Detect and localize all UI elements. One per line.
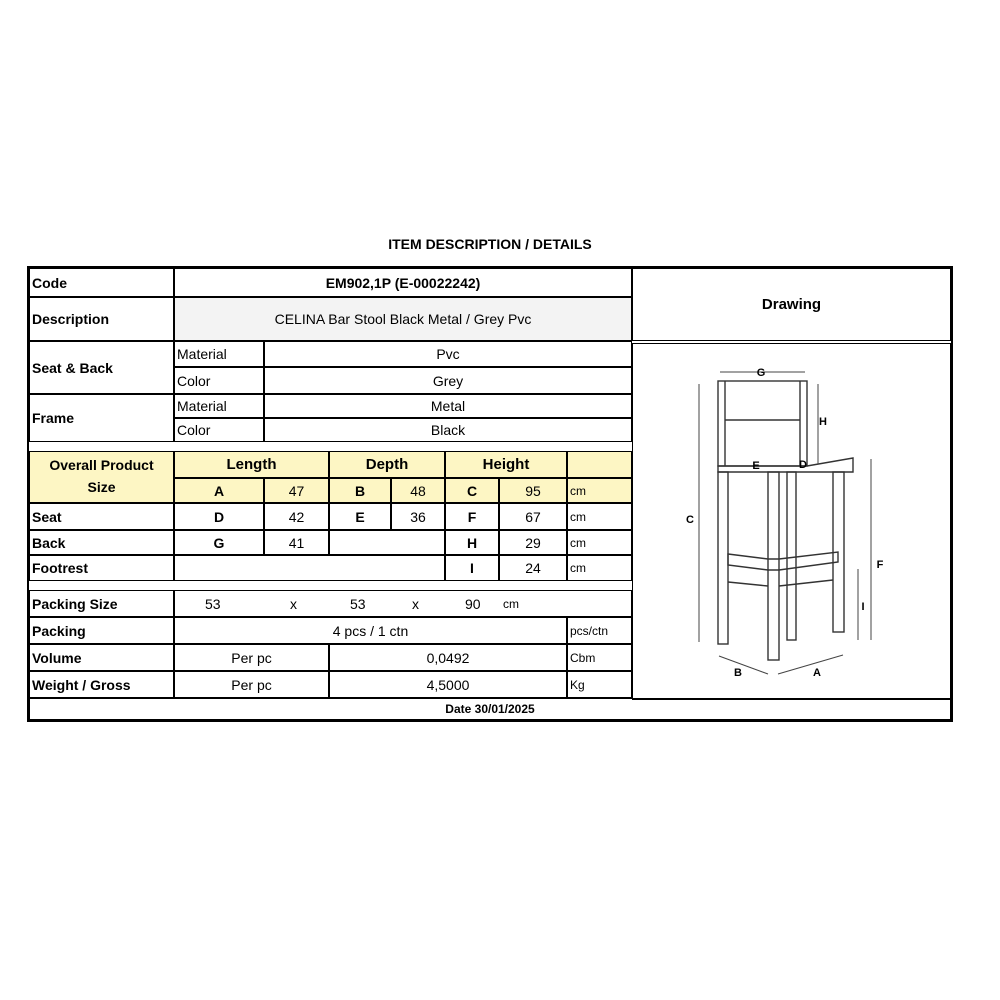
diagram-label-f: F — [876, 559, 884, 571]
diagram-label-b: B — [734, 667, 742, 679]
seat-unit: cm — [567, 503, 632, 530]
dim-f-letter: F — [445, 503, 499, 530]
back-unit: cm — [567, 530, 632, 555]
overall-size-label-line1: Overall Product — [49, 457, 154, 474]
code-value: EM902,1P (E-00022242) — [174, 268, 632, 297]
height-header: Height — [445, 451, 567, 478]
dim-d-letter: D — [174, 503, 264, 530]
packing-unit: pcs/ctn — [567, 617, 632, 644]
dim-g-value: 41 — [264, 530, 329, 555]
date-footer: Date 30/01/2025 — [29, 698, 951, 720]
diagram-label-a: A — [813, 667, 821, 679]
seat-outline — [718, 458, 853, 472]
packing-size-label: Packing Size — [29, 590, 174, 617]
dim-e-value: 36 — [391, 503, 445, 530]
item-details-sheet — [27, 266, 953, 722]
overall-size-label-line2: Size — [87, 479, 116, 495]
packing-size-row — [174, 590, 632, 617]
stool-drawing — [632, 343, 951, 700]
overall-unit: cm — [567, 478, 632, 503]
footrest-dim-label: Footrest — [29, 555, 174, 581]
frame-color-label: Color — [174, 418, 264, 442]
diagram-label-h: H — [819, 416, 827, 428]
frame-material-value: Metal — [264, 394, 632, 418]
seat-back-color-value: Grey — [264, 367, 632, 394]
weight-unit: Kg — [567, 671, 632, 698]
seat-back-material-label: Material — [174, 341, 264, 367]
weight-per: Per pc — [174, 671, 329, 698]
leg-back-left — [787, 472, 796, 640]
dim-a-value: 47 — [264, 478, 329, 503]
volume-per: Per pc — [174, 644, 329, 671]
weight-label: Weight / Gross — [29, 671, 174, 698]
drawing-label: Drawing — [632, 268, 951, 341]
seat-dim-label: Seat — [29, 503, 174, 530]
volume-label: Volume — [29, 644, 174, 671]
leg-front-right — [768, 472, 779, 660]
footrest-outline — [728, 552, 838, 570]
packing-size-length: 53 — [205, 595, 221, 612]
volume-value: 0,0492 — [329, 644, 567, 671]
stool-outline — [718, 381, 853, 660]
volume-unit: Cbm — [567, 644, 632, 671]
weight-value: 4,5000 — [329, 671, 567, 698]
seat-back-label: Seat & Back — [29, 341, 174, 394]
leg-front-left — [718, 472, 728, 644]
footrest-empty — [174, 555, 445, 581]
frame-label: Frame — [29, 394, 174, 442]
diagram-label-g: G — [756, 367, 766, 379]
footrest-unit: cm — [567, 555, 632, 581]
dim-c-letter: C — [445, 478, 499, 503]
seat-back-material-value: Pvc — [264, 341, 632, 367]
depth-header: Depth — [329, 451, 445, 478]
sheet-title: ITEM DESCRIPTION / DETAILS — [388, 236, 592, 252]
diagram-label-i: I — [861, 601, 865, 613]
dim-c-value: 95 — [499, 478, 567, 503]
overall-size-label — [29, 451, 174, 503]
dim-b-value: 48 — [391, 478, 445, 503]
code-label: Code — [29, 268, 174, 297]
description-label: Description — [29, 297, 174, 341]
dim-g-letter: G — [174, 530, 264, 555]
dim-f-value: 67 — [499, 503, 567, 530]
dim-h-letter: H — [445, 530, 499, 555]
packing-size-x1: x — [290, 595, 297, 612]
diagram-label-e: E — [752, 460, 760, 472]
packing-label: Packing — [29, 617, 174, 644]
stool-diagram-svg — [633, 344, 948, 697]
dim-d-value: 42 — [264, 503, 329, 530]
packing-value: 4 pcs / 1 ctn — [174, 617, 567, 644]
diagram-label-c: C — [686, 514, 694, 526]
frame-color-value: Black — [264, 418, 632, 442]
diagram-label-d: D — [799, 459, 807, 471]
back-depth-empty — [329, 530, 445, 555]
back-dim-label: Back — [29, 530, 174, 555]
length-header: Length — [174, 451, 329, 478]
dim-i-value: 24 — [499, 555, 567, 581]
packing-size-unit: cm — [503, 596, 519, 611]
description-value: CELINA Bar Stool Black Metal / Grey Pvc — [174, 297, 632, 341]
packing-size-width: 53 — [350, 595, 366, 612]
frame-material-label: Material — [174, 394, 264, 418]
seat-back-color-label: Color — [174, 367, 264, 394]
dim-h-value: 29 — [499, 530, 567, 555]
packing-size-height: 90 — [465, 595, 481, 612]
dim-i-letter: I — [445, 555, 499, 581]
height-header-spacer — [567, 451, 632, 478]
dim-b-letter: B — [329, 478, 391, 503]
packing-size-x2: x — [412, 595, 419, 612]
dim-e-letter: E — [329, 503, 391, 530]
backrest-outline — [718, 381, 807, 466]
dim-a-letter: A — [174, 478, 264, 503]
